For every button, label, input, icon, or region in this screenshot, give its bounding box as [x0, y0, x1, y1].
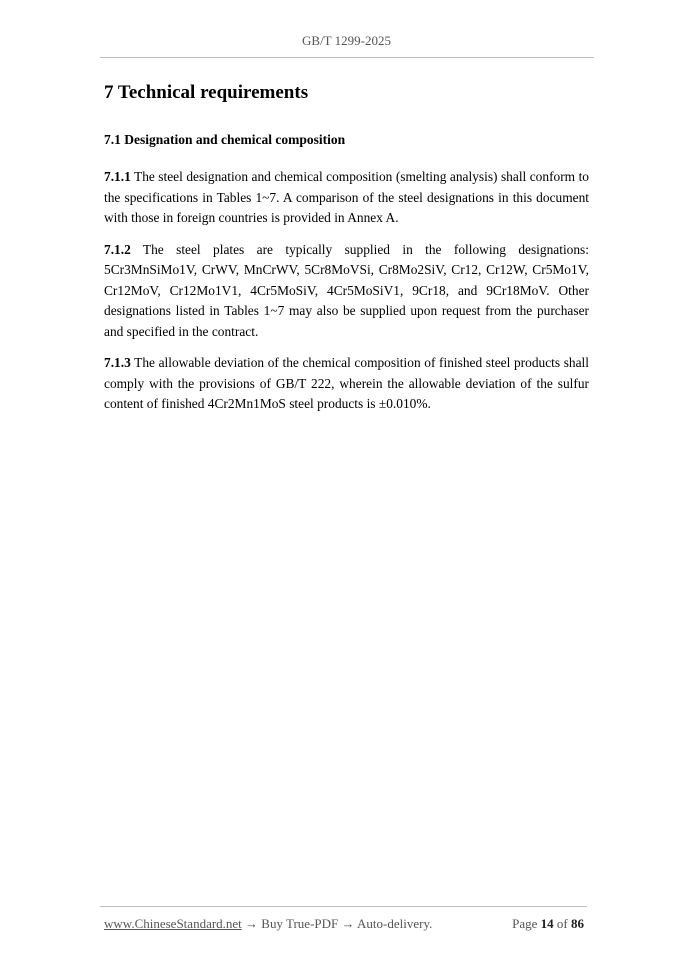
clause-text: The steel plates are typically supplied in the following designations: 5Cr3MnSiMo1V, CrWV, MnCrWV, 5Cr8MoVSi, Cr8Mo2SiV, Cr12, Cr12W, Cr5Mo1V, Cr12MoV, Cr12Mo1V1, 4Cr5MoSiV, 4Cr5MoSiV1, 9Cr18, and 9Cr18MoV. Other designations listed in Tables 1~7 may also be supplied upon request from the purchaser and specified in the contract.: [104, 241, 589, 339]
clause-number: 7.1.2: [104, 241, 131, 257]
clause-7-1-2: [104, 240, 589, 343]
footer-promo: [104, 916, 432, 932]
clause-7-1-3: [104, 353, 589, 415]
page-total: 86: [571, 916, 584, 931]
page-body: [104, 80, 589, 415]
page-number: [512, 916, 584, 932]
clause-number: 7.1.1: [104, 169, 131, 184]
footer-divider: [100, 906, 587, 907]
section-title: 7 Technical requirements: [104, 82, 309, 103]
clause-text: The allowable deviation of the chemical composition of finished steel products shall comply with the provisions of GB/T 222, wherein the allowable deviation of the sulfur content of finished 4Cr2Mn1MoS steel products is ±0.010%.: [104, 355, 589, 411]
clause-text: The steel designation and chemical composition (smelting analysis) shall conform to the specifications in Tables 1~7. A comparison of the steel designations in this document with those in foreign countries is provided in Annex A.: [104, 169, 589, 225]
page-current: 14: [540, 916, 554, 931]
promo-text: → Buy True-PDF → Auto-delivery.: [241, 916, 433, 931]
clause-number: 7.1.3: [104, 355, 131, 370]
clause-7-1-1: [104, 167, 589, 229]
running-header: [0, 33, 693, 49]
website-link[interactable]: www.ChineseStandard.net: [104, 916, 242, 931]
header-divider: [100, 57, 594, 58]
page-of: of: [556, 916, 568, 931]
subsection-title: 7.1 Designation and chemical composition: [104, 132, 346, 147]
page-label: Page: [512, 916, 538, 931]
document-id: GB/T 1299-2025: [302, 33, 391, 48]
